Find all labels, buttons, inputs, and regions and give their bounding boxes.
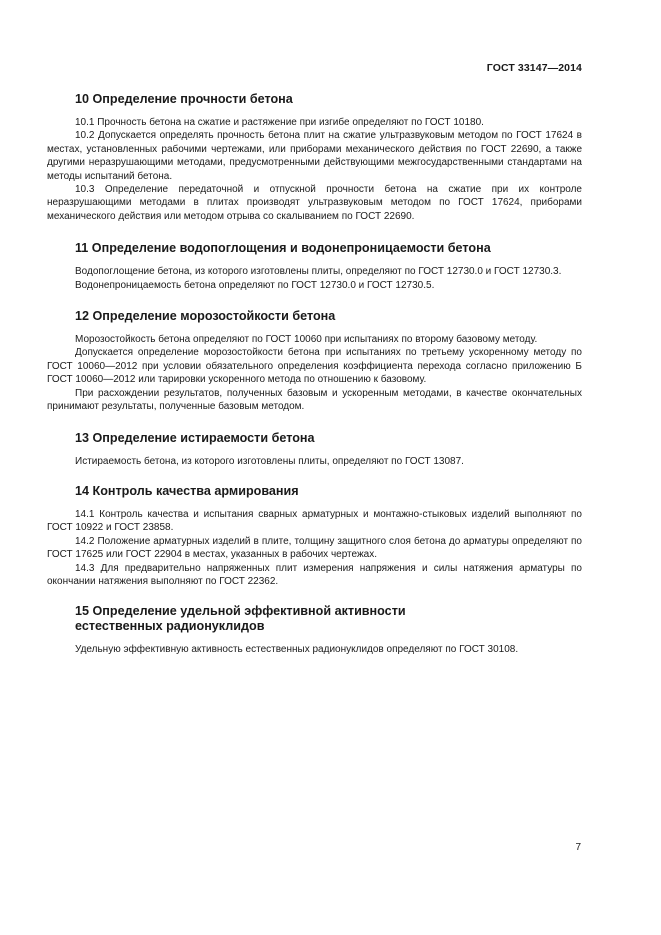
paragraph: Удельную эффективную активность естественных радионуклидов определяют по ГОСТ 30108. [75,644,519,656]
paragraph: Допускается определение морозостойкости бетона при испытаниях по третьему ускоренному методу по ГОСТ 10060—2012 при условии обязательного определения коэффициента перехода согласно приложению Б ГОСТ 10060—2012 или тарировки ускоренного метода по отношению к базовому. [47,347,582,386]
paragraph: При расхождении результатов, полученных базовым и ускоренным методами, в качестве окончательных принимают результаты, полученные базовым методом. [47,387,582,413]
section-title: 14 Контроль качества армирования [75,483,299,498]
paragraph: 10.3 Определение передаточной и отпускной прочности бетона на сжатие при их контроле неразрушающими методами в плитах производят ультразвуковым методом по ГОСТ 17624, приборами механического действия или методом отрыва со скалыванием по ГОСТ 22690. [47,184,582,222]
paragraph: 14.2 Положение арматурных изделий в плите, толщину защитного слоя бетона до арматуры определяют по ГОСТ 17625 или ГОСТ 22904 в местах, указанных в рабочих чертежах. [47,535,582,561]
paragraph: Морозостойкость бетона определяют по ГОСТ 10060 при испытаниях по второму базовому методу. [75,334,538,346]
section-11 [47,241,582,292]
section-14 [47,484,582,588]
section-13 [47,431,582,468]
paragraph: Истираемость бетона, из которого изготовлены плиты, определяют по ГОСТ 13087. [75,455,464,467]
section-title: 15 Определение удельной эффективной активности естественных радионуклидов [75,604,406,634]
section-12 [47,309,582,413]
paragraph: Водонепроницаемость бетона определяют по ГОСТ 12730.0 и ГОСТ 12730.5. [75,279,435,291]
paragraph: 14.1 Контроль качества и испытания сварных арматурных и монтажно-стыковых изделий выполняют по ГОСТ 10922 и ГОСТ 23858. [47,508,582,534]
section-10 [47,92,582,223]
section-title: 11 Определение водопоглощения и водонепроницаемости бетона [75,241,491,256]
paragraph: 10.2 Допускается определять прочность бетона плит на сжатие ультразвуковым методом по ГОСТ 17624 в местах, установленных рабочими чертежами, или приборами механического действия по ГОСТ 22690, а также другими неразрушающими методами, предусмотренными действующими межгосударственными стандартами на методы испытаний бетона. [47,130,582,182]
section-15 [47,604,582,656]
section-title: 10 Определение прочности бетона [75,92,293,106]
section-title: 12 Определение морозостойкости бетона [75,309,336,324]
paragraph: 14.3 Для предварительно напряженных плит измерения напряжения и силы натяжения арматуры по окончании натяжения выполняют по ГОСТ 22362. [47,562,582,587]
section-title: 13 Определение истираемости бетона [75,430,315,445]
paragraph: Водопоглощение бетона, из которого изготовлены плиты, определяют по ГОСТ 12730.0 и ГОСТ 12730.3. [75,266,562,278]
paragraph: 10.1 Прочность бетона на сжатие и растяжение при изгибе определяют по ГОСТ 10180. [75,117,484,128]
document-body [47,92,582,657]
document-id-header: ГОСТ 33147—2014 [486,62,582,74]
page-number: 7 [575,842,581,853]
